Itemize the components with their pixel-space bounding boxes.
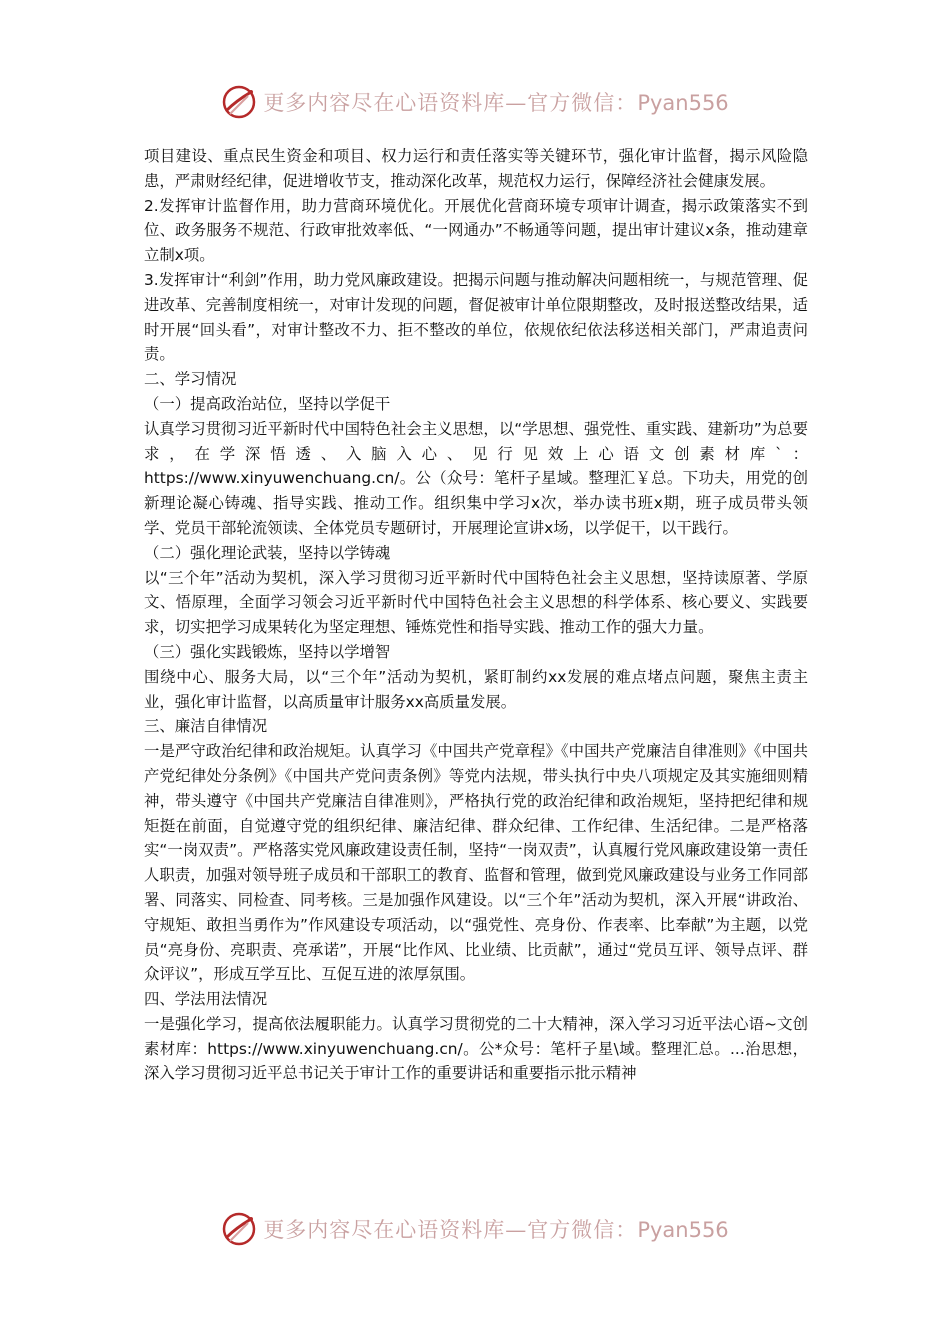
paragraph: 一是严守政治纪律和政治规矩。认真学习《中国共产党章程》《中国共产党廉洁自律准则》《中国共产党纪律处分条例》《中国共产党问责条例》等党内法规，带头执行中央八项规定及其实施细则精神，带头遵守《中国共产党廉洁自律准则》，严格执行党的政治纪律和政治规矩，坚持把纪律和规矩挺在前面，自觉遵守党的组织纪律、廉洁纪律、群众纪律、工作纪律、生活纪律。二是严格落实“一岗双责”。严格落实党风廉政建设责任制，坚持“一岗双责”，认真履行党风廉政建设第一责任人职责，加强对领导班子成员和干部职工的教育、监督和管理，做到党风廉政建设与业务工作同部署、同落实、同检查、同考核。三是加强作风建设。以“三个年”活动为契机，深入开展“讲政治、守规矩、敢担当勇作为”作风建设专项活动，以“强党性、亮身份、作表率、比奉献”为主题，以党员“亮身份、亮职责、亮承诺”，开展“比作风、比业绩、比贡献”，通过“党员互评、领导点评、群众评议”，形成互学互比、互促互进的浓厚氛围。 (144, 742, 808, 984)
watermark-text: 更多内容尽在心语资料库—官方微信：Pyan556 (263, 91, 729, 115)
paragraph: 3.发挥审计“利剑”作用，助力党风廉政建设。把揭示问题与推动解决问题相统一，与规范管理、促进改革、完善制度相统一，对审计发现的问题，督促被审计单位限期整改，及时报送整改结果，适时开展“回头看”，对审计整改不力、拒不整改的单位，依规依纪依法移送相关部门，严肃追责问责。 (144, 270, 808, 364)
footer-watermark (0, 1207, 950, 1251)
document-body (144, 144, 808, 1086)
section-heading: 四、学法用法情况 (144, 990, 268, 1009)
section-heading: 二、学习情况 (144, 370, 237, 389)
pen-logo-icon (221, 84, 257, 120)
paragraph: 围绕中心、服务大局，以“三个年”活动为契机，紧盯制约xx发展的难点堵点问题，聚焦主责主业，强化审计监督，以高质量审计服务xx高质量发展。 (144, 667, 808, 711)
paragraph: 以“三个年”活动为契机，深入学习贯彻习近平新时代中国特色社会主义思想，坚持读原著、学原文、悟原理，全面学习领会习近平新时代中国特色社会主义思想的科学体系、核心要义、实践要求，切实把学习成果转化为坚定理想、锤炼党性和指导实践、推动工作的强大力量。 (144, 568, 808, 637)
paragraph: 项目建设、重点民生资金和项目、权力运行和责任落实等关键环节，强化审计监督，揭示风险隐患，严肃财经纪律，促进增收节支，推动深化改革，规范权力运行，保障经济社会健康发展。 (144, 147, 808, 190)
header-watermark (0, 80, 950, 124)
paragraph: 2.发挥审计监督作用，助力营商环境优化。开展优化营商环境专项审计调查，揭示政策落实不到位、政务服务不规范、行政审批效率低、“一网通办”不畅通等问题，提出审计建议x条，推动建章立制x项。 (144, 196, 808, 265)
subsection-heading: （三）强化实践锻炼，坚持以学增智 (144, 642, 391, 661)
paragraph: 一是强化学习，提高依法履职能力。认真学习贯彻党的二十大精神，深入学习习近平法心语~文创素材库：https://www.xinyuwenchuang.cn/。公*众号：笔杆子星\域。整理汇总。...治思想，深入学习贯彻习近平总书记关于审计工作的重要讲话和重要指示批示精神 (144, 1014, 808, 1083)
pen-logo-icon (221, 1211, 257, 1247)
subsection-heading: （二）强化理论武装，坚持以学铸魂 (144, 543, 391, 562)
subsection-heading: （一）提高政治站位，坚持以学促干 (144, 394, 391, 413)
watermark-text: 更多内容尽在心语资料库—官方微信：Pyan556 (263, 1218, 729, 1242)
section-heading: 三、廉洁自律情况 (144, 717, 268, 736)
paragraph: 认真学习贯彻习近平新时代中国特色社会主义思想，以“学思想、强党性、重实践、建新功”为总要求，在学深悟透、入脑入心、见行见效上心语文创素材库`：https://www.xinyuwenchuang.cn/。公（众号：笔杆子星域。整理汇￥总。下功夫，用党的创新理论凝心铸魂、指导实践、推动工作。组织集中学习x次，举办读书班x期，班子成员带头领学、党员干部轮流领读、全体党员专题研讨，开展理论宣讲x场，以学促干，以干践行。 (144, 419, 808, 537)
